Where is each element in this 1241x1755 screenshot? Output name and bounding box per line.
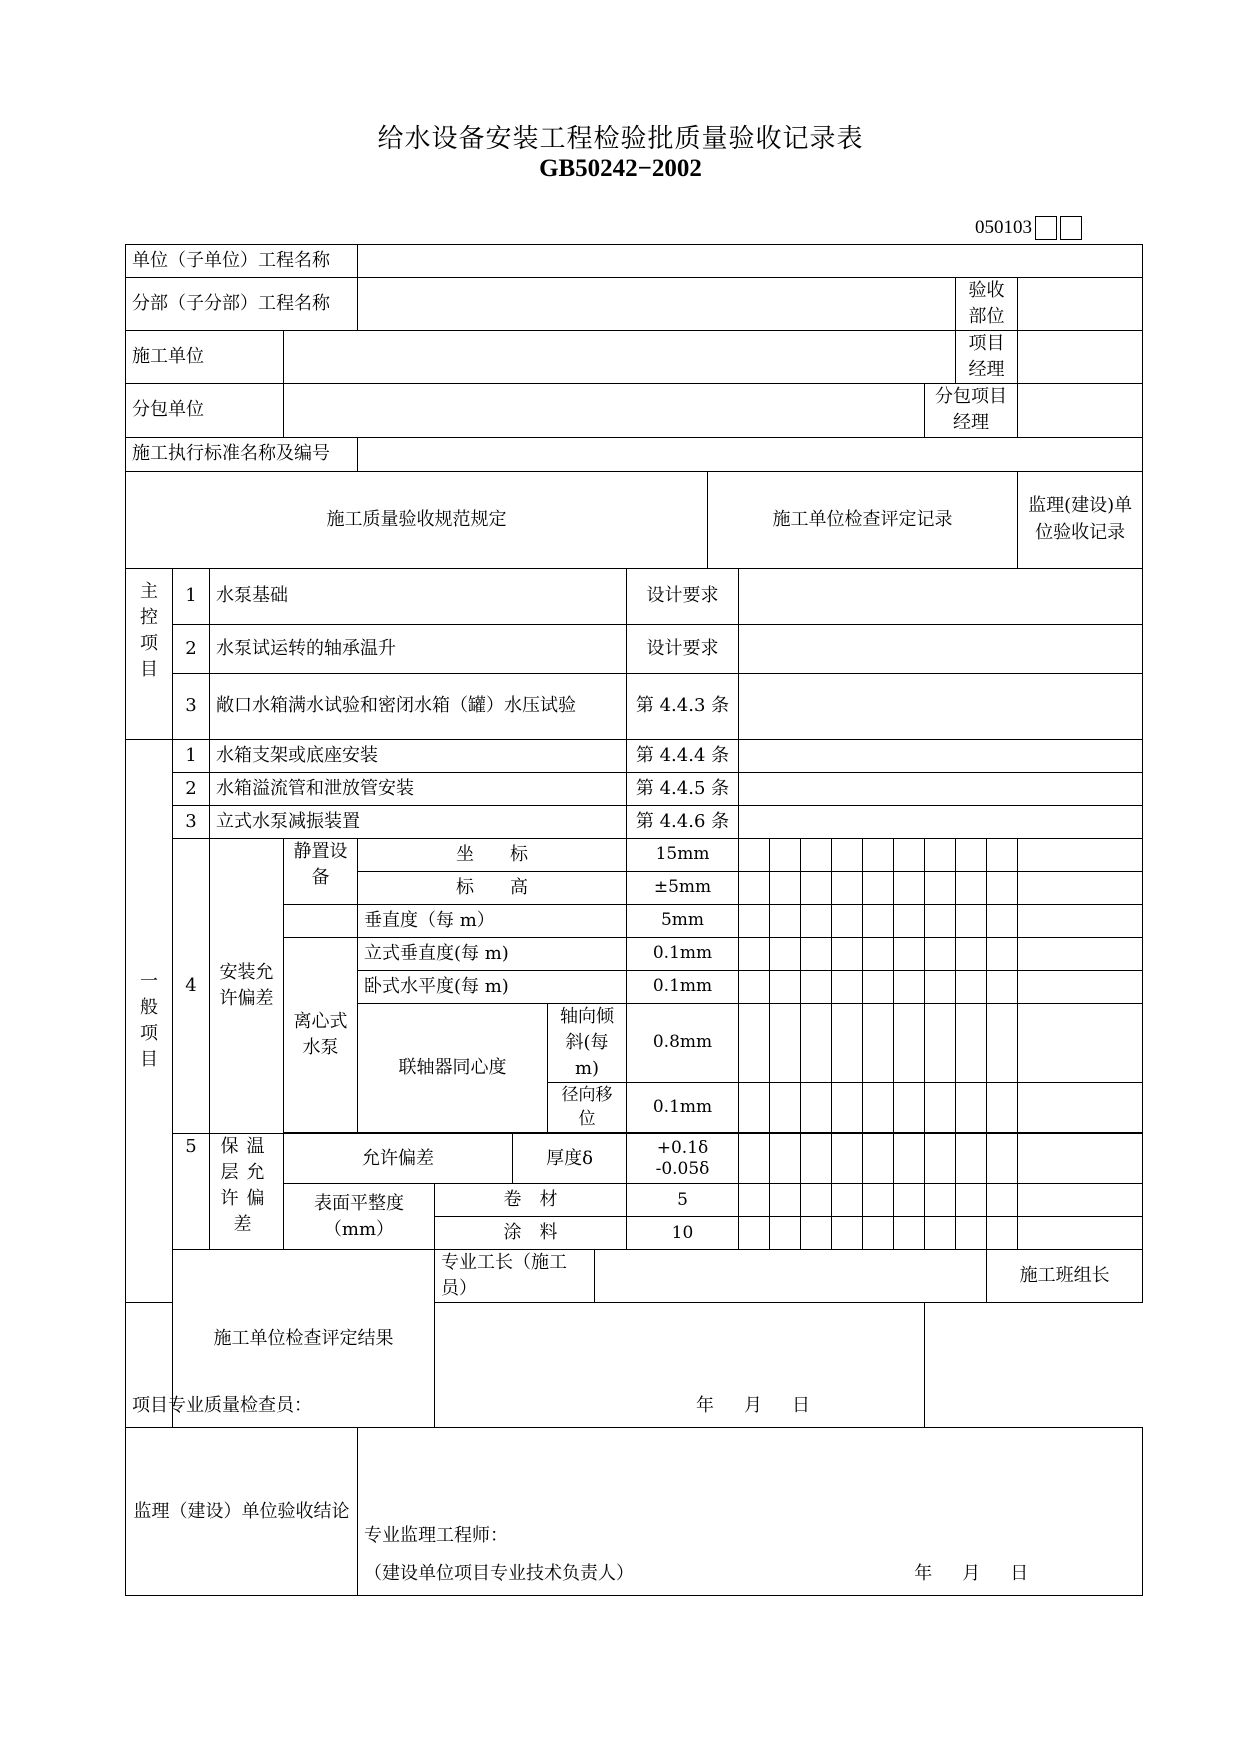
axial-tilt-value: 0.8mm [627,1003,739,1082]
general-item-record[interactable] [739,772,1143,805]
measure-cell[interactable] [894,970,925,1003]
measure-cell[interactable] [956,838,987,871]
measure-cell[interactable] [863,1082,894,1132]
measure-cell[interactable] [987,1082,1018,1132]
day-label: 日 [792,1395,810,1417]
unit-project-label: 单位（子单位）工程名称 [126,245,358,278]
measure-cell[interactable] [1018,1082,1143,1132]
conclusion-row [126,1428,1143,1596]
roll-material-value: 5 [627,1184,739,1217]
form-code-number: 050103 [975,217,1032,238]
measure-cell[interactable] [801,1217,832,1250]
measure-cell[interactable] [832,871,863,904]
check-record-header: 施工单位检查评定记录 [708,471,1018,568]
measure-cell[interactable] [925,937,956,970]
measure-cell[interactable] [1018,937,1143,970]
measure-cell[interactable] [1018,1134,1143,1184]
elevation-label: 标 高 [358,871,627,904]
measure-cell[interactable] [894,1082,925,1132]
measure-cell[interactable] [925,1082,956,1132]
standard-name-value[interactable] [358,437,1143,471]
main-item-req: 设计要求 [627,624,739,673]
construction-unit-label: 施工单位 [126,331,284,384]
flatness-label [284,1184,435,1250]
measure-cell[interactable] [770,904,801,937]
measure-cell[interactable] [739,970,770,1003]
measure-cell[interactable] [894,1184,925,1217]
horizontal-pump-label: 卧式水平度(每 m) [358,970,627,1003]
form-code-box-2[interactable] [1060,216,1082,240]
team-leader-label: 施工班组长 [987,1250,1143,1303]
standard-code: GB50242−2002 [539,155,702,182]
vertical-pump-value: 0.1mm [627,937,739,970]
coupling-label: 联轴器同心度 [358,1003,548,1133]
project-manager-value[interactable] [1018,331,1143,384]
form-title: 给水设备安装工程检验批质量验收记录表 [377,124,864,154]
main-item-no: 2 [173,624,210,673]
general-item-req: 第 4.4.4 条 [627,739,739,772]
insulation-row-thickness [126,1134,1143,1184]
general-item-row [126,805,1143,838]
measure-cell[interactable] [925,871,956,904]
elevation-value: ±5mm [627,871,739,904]
measure-cell[interactable] [1018,904,1143,937]
measure-cell[interactable] [770,1134,801,1184]
measure-cell[interactable] [801,937,832,970]
result-body-row [126,1303,1143,1428]
foreman-value[interactable] [595,1250,987,1303]
measure-cell[interactable] [832,1082,863,1132]
thickness-label: 厚度δ [513,1134,627,1184]
measure-cell[interactable] [801,871,832,904]
measure-cell[interactable] [1018,1003,1143,1082]
measure-cell[interactable] [925,904,956,937]
general-item-no: 3 [173,805,210,838]
main-item-req: 第 4.4.3 条 [627,673,739,739]
roll-material-label: 卷 材 [435,1184,627,1217]
measure-cell[interactable] [956,1184,987,1217]
measure-cell[interactable] [894,1134,925,1184]
measure-cell[interactable] [925,838,956,871]
measure-cell[interactable] [770,937,801,970]
allowed-deviation-label: 允许偏差 [284,1134,513,1184]
measure-cell[interactable] [863,1134,894,1184]
measure-cell[interactable] [739,871,770,904]
form-code [975,215,1082,241]
main-item-req: 设计要求 [627,568,739,624]
measure-cell[interactable] [894,871,925,904]
thickness-value [627,1134,739,1184]
measure-cell[interactable] [863,1217,894,1250]
measure-cell[interactable] [987,1184,1018,1217]
measure-cell[interactable] [894,904,925,937]
measure-cell[interactable] [987,838,1018,871]
subcontract-unit-label: 分包单位 [126,384,284,437]
coordinate-value: 15mm [627,838,739,871]
measure-cell[interactable] [832,970,863,1003]
measure-cell[interactable] [770,1082,801,1132]
measure-cell[interactable] [739,1184,770,1217]
measure-cell[interactable] [1018,970,1143,1003]
tolerance-row-coordinate [126,838,1143,871]
main-item-row [126,624,1143,673]
verticality-label: 垂直度（每 m） [358,904,627,937]
inspection-table [125,244,1143,1596]
column-header-row [126,471,1143,568]
measure-cell[interactable] [1018,871,1143,904]
measure-cell[interactable] [925,1134,956,1184]
measure-cell[interactable] [894,1217,925,1250]
measure-cell[interactable] [987,871,1018,904]
measure-cell[interactable] [956,970,987,1003]
unit-project-value[interactable] [358,245,1143,278]
centrifugal-pump-label: 离心式水泵 [284,937,358,1133]
coating-value: 10 [627,1217,739,1250]
construction-unit-value[interactable] [284,331,956,384]
measure-cell[interactable] [863,970,894,1003]
measure-cell[interactable] [770,1003,801,1082]
measure-cell[interactable] [956,1082,987,1132]
measure-cell[interactable] [863,1184,894,1217]
owner-tech-label: （建设单位项目专业技术负责人） [364,1563,634,1585]
measure-cell[interactable] [832,838,863,871]
acceptance-part-label: 验收部位 [956,278,1018,331]
year-label: 年 [914,1563,933,1585]
result-signature-area[interactable] [126,1303,925,1428]
measure-cell[interactable] [832,1184,863,1217]
measure-cell[interactable] [956,904,987,937]
info-row-construction [126,331,1143,384]
measure-cell[interactable] [1018,1184,1143,1217]
main-item-row [126,568,1143,624]
measure-cell[interactable] [894,838,925,871]
verticality-value: 5mm [627,904,739,937]
measure-cell[interactable] [956,1217,987,1250]
subcontract-unit-value[interactable] [284,384,925,437]
general-item-no: 2 [173,772,210,805]
main-item-record[interactable] [739,568,1143,624]
foreman-label: 专业工长（施工员） [435,1250,595,1303]
measure-cell[interactable] [770,1184,801,1217]
sub-project-label: 分部（子分部）工程名称 [126,278,358,331]
engineer-label: 专业监理工程师： [364,1525,508,1547]
flatness-text: 表面平整度 [314,1192,404,1214]
measure-cell[interactable] [1018,838,1143,871]
info-row-unit [126,245,1143,278]
year-label: 年 [696,1395,714,1417]
inspector-label: 项目专业质量检查员： [132,1395,312,1417]
subcontract-manager-label: 分包项目经理 [925,384,1018,437]
day-label: 日 [1010,1563,1029,1585]
conclusion-label: 监理（建设）单位验收结论 [126,1428,358,1596]
measure-cell[interactable] [739,937,770,970]
measure-cell[interactable] [770,838,801,871]
general-item-record[interactable] [739,739,1143,772]
main-item-no: 3 [173,673,210,739]
measure-cell[interactable] [832,1003,863,1082]
measure-cell[interactable] [832,904,863,937]
general-item-name: 水箱溢流管和泄放管安装 [210,772,627,805]
static-equipment-blank [284,904,358,937]
info-row-subcontract [126,384,1143,437]
main-item-row [126,673,1143,739]
flatness-unit: （mm） [323,1218,395,1240]
conclusion-date [884,1561,1028,1587]
measure-cell[interactable] [925,1184,956,1217]
measure-cell[interactable] [987,970,1018,1003]
result-date [666,1393,810,1419]
main-item-record[interactable] [739,624,1143,673]
measure-cell[interactable] [925,970,956,1003]
acceptance-part-value[interactable] [1018,278,1143,331]
measure-cell[interactable] [801,1082,832,1132]
measure-cell[interactable] [987,904,1018,937]
main-item-name: 水泵基础 [210,568,627,624]
main-item-name: 水泵试运转的轴承温升 [210,624,627,673]
info-row-subproject [126,278,1143,331]
measure-cell[interactable] [863,871,894,904]
static-equipment-label: 静置设备 [284,838,358,904]
main-item-no: 1 [173,568,210,624]
measure-cell[interactable] [987,1217,1018,1250]
measure-cell[interactable] [956,871,987,904]
measure-cell[interactable] [739,1217,770,1250]
radial-shift-value: 0.1mm [627,1082,739,1132]
measure-cell[interactable] [956,1134,987,1184]
result-label: 施工单位检查评定结果 [173,1250,435,1428]
main-control-label: 主控项目 [126,568,173,739]
general-item-no: 1 [173,739,210,772]
general-label: 一般项目 [126,739,173,1303]
measure-cell[interactable] [739,1134,770,1184]
measure-cell[interactable] [956,937,987,970]
measure-cell[interactable] [863,937,894,970]
measure-cell[interactable] [863,1003,894,1082]
coating-label: 涂 料 [435,1217,627,1250]
radial-shift-label: 径向移位 [548,1082,627,1132]
vertical-pump-label: 立式垂直度(每 m) [358,937,627,970]
measure-cell[interactable] [770,1217,801,1250]
item4-label: 安装允许偏差 [210,838,284,1134]
general-item-req: 第 4.4.6 条 [627,805,739,838]
measure-cell[interactable] [863,904,894,937]
general-item-row [126,739,1143,772]
measure-cell[interactable] [801,1003,832,1082]
main-item-name: 敞口水箱满水试验和密闭水箱（罐）水压试验 [210,673,627,739]
measure-cell[interactable] [739,904,770,937]
measure-cell[interactable] [1018,1217,1143,1250]
sub-project-value[interactable] [358,278,956,331]
month-label: 月 [962,1563,981,1585]
project-manager-label: 项目经理 [956,331,1018,384]
measure-cell[interactable] [894,937,925,970]
measure-cell[interactable] [956,1003,987,1082]
measure-cell[interactable] [739,1082,770,1132]
measure-cell[interactable] [987,937,1018,970]
general-item-name: 水箱支架或底座安装 [210,739,627,772]
measure-cell[interactable] [801,970,832,1003]
item5-no: 5 [173,1134,210,1250]
axial-tilt-label: 轴向倾斜(每 m) [548,1003,627,1082]
measure-cell[interactable] [863,838,894,871]
spec-header: 施工质量验收规范规定 [126,471,708,568]
thickness-minus: -0.05δ [655,1158,710,1179]
thickness-plus: +0.1δ [656,1138,709,1159]
measure-cell[interactable] [801,904,832,937]
result-header-row [126,1250,1143,1303]
item4-no: 4 [173,838,210,1134]
horizontal-pump-value: 0.1mm [627,970,739,1003]
measure-cell[interactable] [801,1134,832,1184]
measure-cell[interactable] [925,1217,956,1250]
measure-cell[interactable] [832,1217,863,1250]
measure-cell[interactable] [925,1003,956,1082]
info-row-standard [126,437,1143,471]
item5-label: 保温层允许偏差 [210,1134,284,1250]
general-item-row [126,772,1143,805]
conclusion-signature-area[interactable] [358,1428,1143,1596]
measure-cell[interactable] [801,1184,832,1217]
general-item-req: 第 4.4.5 条 [627,772,739,805]
measure-cell[interactable] [987,1134,1018,1184]
standard-name-label: 施工执行标准名称及编号 [126,437,358,471]
measure-cell[interactable] [801,838,832,871]
subcontract-manager-value[interactable] [1018,384,1143,437]
measure-cell[interactable] [739,1003,770,1082]
measure-cell[interactable] [770,970,801,1003]
general-item-name: 立式水泵减振装置 [210,805,627,838]
measure-cell[interactable] [770,871,801,904]
measure-cell[interactable] [832,1134,863,1184]
measure-cell[interactable] [987,1003,1018,1082]
main-item-record[interactable] [739,673,1143,739]
measure-cell[interactable] [894,1003,925,1082]
coordinate-label: 坐 标 [358,838,627,871]
month-label: 月 [744,1395,762,1417]
general-item-record[interactable] [739,805,1143,838]
supervision-header: 监理(建设)单位验收记录 [1018,471,1143,568]
measure-cell[interactable] [832,937,863,970]
measure-cell[interactable] [739,838,770,871]
form-code-box-1[interactable] [1035,216,1057,240]
